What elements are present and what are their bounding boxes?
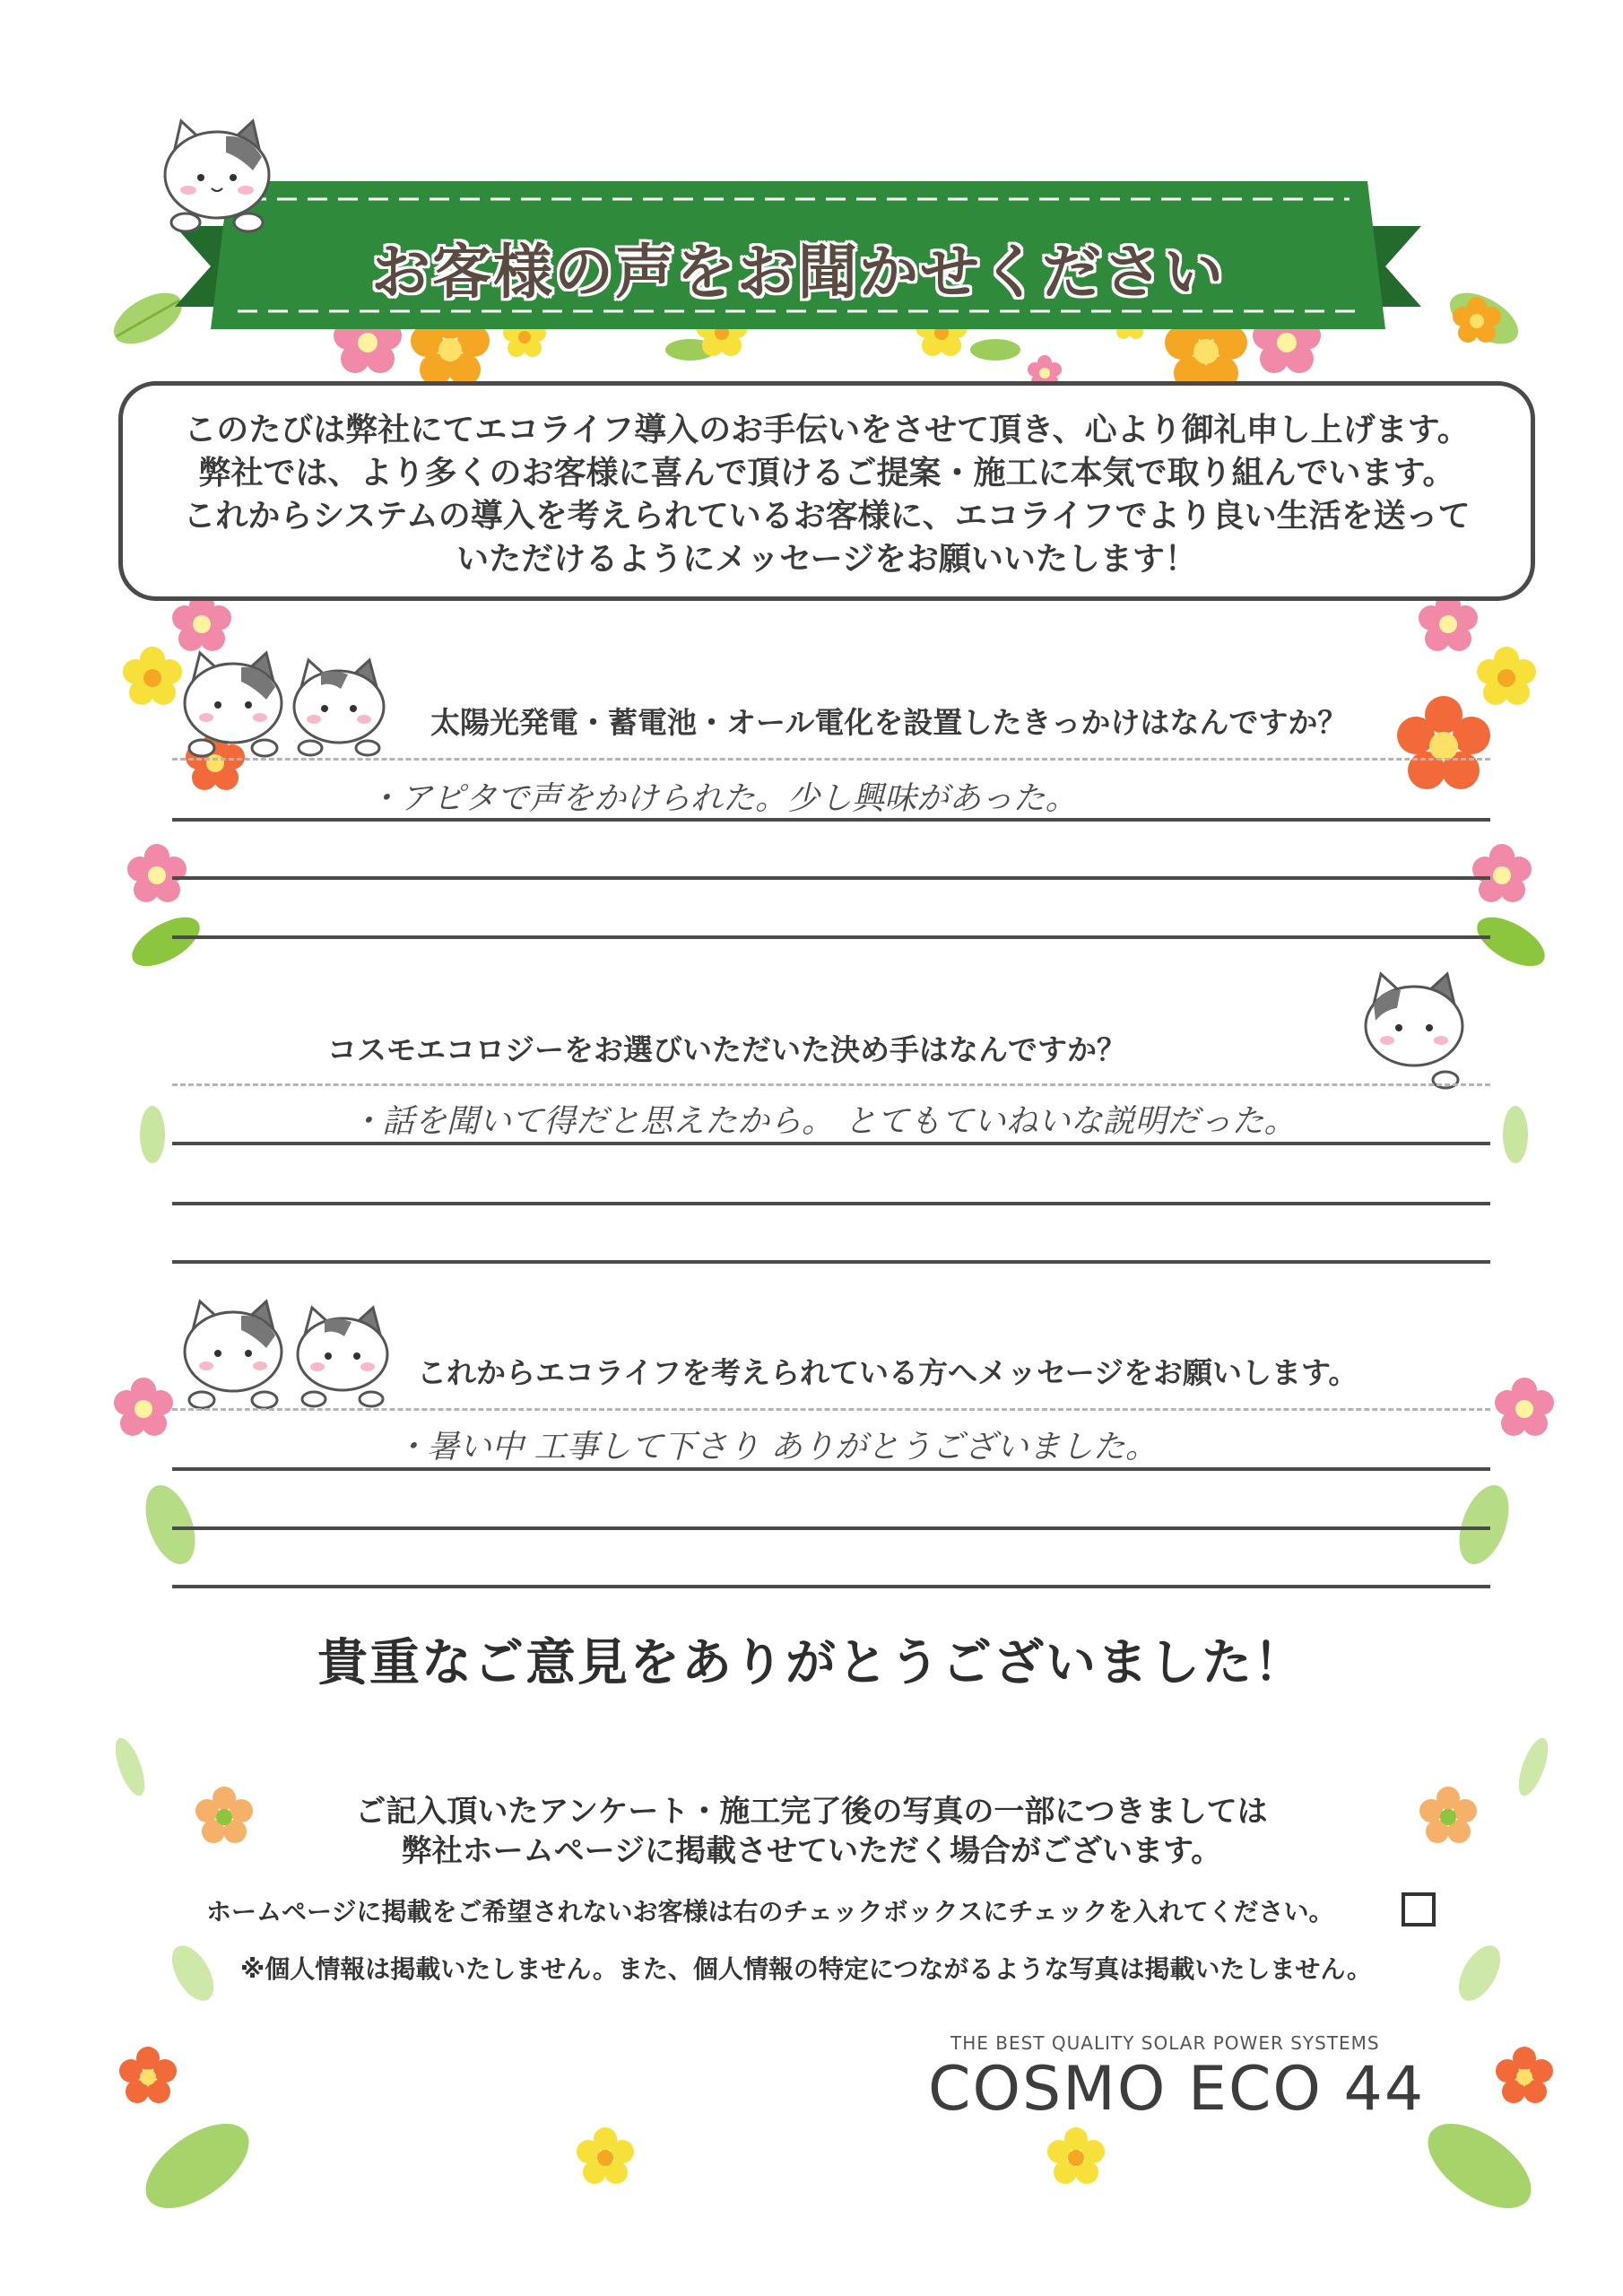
flower-icon: [1493, 1377, 1556, 1439]
answer-line: [172, 1142, 1490, 1145]
flower-icon: [1394, 695, 1493, 794]
notice-line-2: 弊社ホームページに掲載させていただく場合がございます。: [401, 1833, 1222, 1869]
leaf-icon: [135, 2117, 260, 2215]
notice-line-1: ご記入頂いたアンケート・施工完了後の写真の一部につきましては: [355, 1794, 1268, 1830]
flower-icon: [112, 1377, 175, 1439]
answer-line: [172, 818, 1490, 822]
logo-tagline: THE BEST QUALITY SOLAR POWER SYSTEMS: [950, 2032, 1380, 2054]
page-title: お客様の声をお聞かせください: [371, 238, 1225, 307]
answer-line: [172, 876, 1490, 880]
question-2-label: コスモエコロジーをお選びいただいた決め手はなんですか？: [327, 1032, 1126, 1067]
flower-icon: [574, 2126, 637, 2188]
flower-icon: [1453, 296, 1502, 345]
leaf-icon: [1497, 1103, 1533, 1166]
leaf-icon: [139, 1480, 202, 1570]
answer-line: [172, 1202, 1490, 1205]
question-1-label: 太陽光発電・蓄電池・オール電化を設置したきっかけはなんですか？: [430, 705, 1348, 740]
answer-2-text: ・話を聞いて得だと思えたから。 とてもていねいな説明だった。: [350, 1103, 1297, 1140]
thanks-heading: 貴重なご意見をありがとうございました！: [317, 1634, 1306, 1692]
leaf-icon: [135, 1103, 170, 1166]
leaf-icon: [126, 910, 206, 973]
answer-line: [172, 935, 1490, 939]
answer-line: [172, 1260, 1490, 1264]
flower-icon: [126, 843, 188, 906]
answer-3-text: ・暑い中 工事して下さり ありがとうございました。: [395, 1429, 1158, 1465]
intro-message-box: [118, 381, 1535, 601]
answer-1-text: ・アピタで声をかけられた。少し興味があった。: [368, 780, 1078, 817]
intro-line: いただけるようにメッセージをお願いいたします！: [456, 541, 1197, 578]
answer-line: [172, 1585, 1490, 1588]
cat-icon: [175, 1296, 291, 1417]
answer-guide-line: [172, 1408, 1490, 1411]
cat-icon: [1356, 969, 1472, 1094]
answer-guide-line: [172, 1083, 1490, 1086]
opt-out-label: ホームページに掲載をご希望されないお客様は右のチェックボックスにチェックを入れてください。: [206, 1897, 1334, 1926]
leaf-icon: [166, 1937, 220, 2009]
cat-icon: [175, 648, 291, 764]
privacy-note: ※個人情報は掲載いたしません。また、個人情報の特定につながるような写真は掲載いたしません。: [240, 1954, 1373, 1984]
cat-icon: [289, 1302, 396, 1414]
leaf-icon: [1453, 1480, 1515, 1570]
cat-icon: [285, 655, 393, 762]
intro-line: これからシステムの導入を考えられているお客様に、エコライフでより良い生活を送って: [183, 498, 1471, 535]
question-3-label: これからエコライフを考えられている方へメッセージをお願いします。: [417, 1355, 1358, 1390]
leaf-icon: [1471, 910, 1551, 973]
answer-line: [172, 1467, 1490, 1471]
leaf-icon: [1453, 1937, 1506, 2009]
company-logo: [928, 2054, 1425, 2125]
answer-guide-line: [172, 758, 1490, 761]
cat-icon: [154, 117, 280, 242]
intro-line: このたびは弊社にてエコライフ導入のお手伝いをさせて頂き、心より御礼申し上げます。: [184, 412, 1470, 448]
title-banner: [175, 172, 1421, 352]
flower-icon: [1417, 592, 1480, 655]
flower-icon: [117, 2045, 179, 2108]
flower-icon: [1045, 2126, 1107, 2188]
logo-name: COSMO ECO 44: [928, 2054, 1426, 2125]
leaf-icon: [1417, 2117, 1542, 2215]
intro-line: 弊社では、より多くのお客様に喜んで頂けるご提案・施工に本気で取り組んでいます。: [198, 455, 1455, 491]
answer-line: [172, 1526, 1490, 1530]
flower-icon: [1471, 843, 1533, 906]
flower-icon: [1493, 2045, 1556, 2108]
opt-out-checkbox[interactable]: [1402, 1892, 1436, 1926]
